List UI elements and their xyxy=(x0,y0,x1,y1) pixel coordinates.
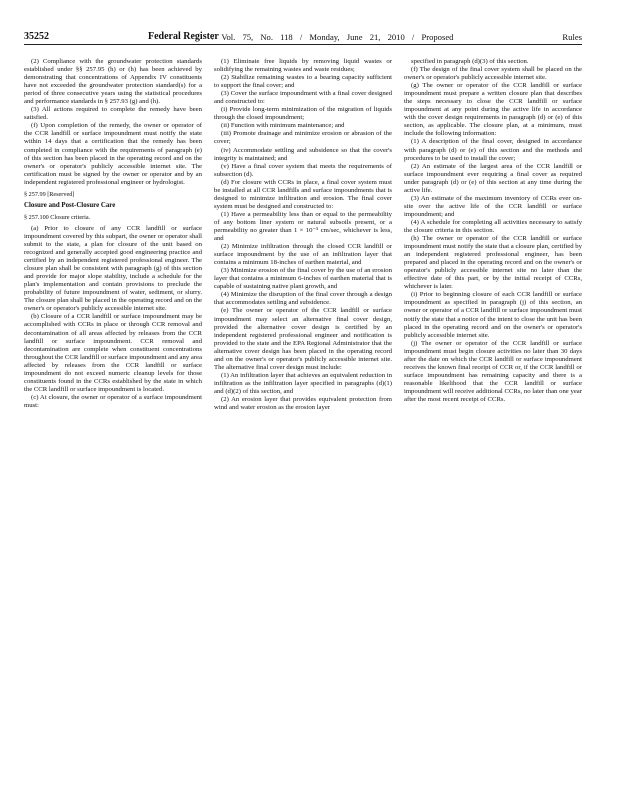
issue-info: / Vol. 75, No. 118 / Monday, June 21, 2010 / Proposed xyxy=(212,32,454,42)
paragraph: (1) Have a permeability less than or equal to the permeability of any bottom liner system or natural subsoils present, or a permeability no greater than 1 × 10⁻⁵ cm/sec, whichever is less, and xyxy=(214,210,392,243)
section-label: Rules xyxy=(562,32,582,42)
paragraph: (a) Prior to closure of any CCR landfill or surface impoundment covered by this subpart, the owner or operator shall submit to the state, a plan for closure of the unit based on recognized and generally accepted good engineering practice and certified by an independent registered professional engineer. The closure plan shall be consistent with paragraph (g) of this section and provide for major slope stability, include a schedule for the plan's implementation and contain provisions to preclude the probability of future impoundment of water, sediment, or slurry. The closure plan shall be placed in the operating record and on the owner's or operator's publicly accessible internet site. xyxy=(24,224,202,313)
paragraph: (2) An erosion layer that provides equivalent protection from wind and water erosion as the erosion layer xyxy=(214,395,392,412)
paragraph: (1) Eliminate free liquids by removing liquid wastes or solidifying the remaining wastes and waste residues; xyxy=(214,58,392,74)
paragraph: (4) Minimize the disruption of the final cover through a design that accommodates settling and subsidence. xyxy=(214,291,392,307)
paragraph: (i) Prior to beginning closure of each CCR landfill or surface impoundment as specified in paragraph (j) of this section, an owner or operator of a CCR landfill or surface impoundment must notify the state that a notice of the intent to close the unit has been placed in the operating record and on the owner's or operator's publicly accessible internet site. xyxy=(404,291,582,339)
publication-name: Federal Register xyxy=(148,31,219,42)
column-3 xyxy=(404,58,582,412)
paragraph: (d) For closure with CCRs in place, a final cover system must be installed at all CCR landfills and surface impoundments that is designed to minimize infiltration and erosion. The final cover system must be designed and constructed to: xyxy=(214,178,392,210)
paragraph: (v) Have a final cover system that meets the requirements of subsection (d). xyxy=(214,162,392,178)
paragraph: (2) An estimate of the largest area of the CCR landfill or surface impoundment ever requiring a final cover as required under paragraph (d) or (e) of this section at any time during the active life. xyxy=(404,162,582,194)
paragraph: (3) All actions required to complete the remedy have been satisfied. xyxy=(24,106,202,122)
column-2 xyxy=(214,58,392,412)
paragraph: (f) The design of the final cover system shall be placed on the owner's or operator's publicly accessible internet site. xyxy=(404,66,582,82)
paragraph: (1) An infiltration layer that achieves an equivalent reduction in infiltration as the infiltration layer specified in paragraphs (d)(1) and (d)(2) of this section, and xyxy=(214,371,392,395)
paragraph: (c) At closure, the owner or operator of a surface impoundment must: xyxy=(24,393,202,409)
paragraph: (2) Minimize infiltration through the closed CCR landfill or surface impoundment by the use of an infiltration layer that contains a minimum 18-inches of earthen material, and xyxy=(214,243,392,267)
paragraph: (iii) Promote drainage and minimize erosion or abrasion of the cover; xyxy=(214,130,392,146)
paragraph: (3) Minimize erosion of the final cover by the use of an erosion layer that contains a minimum 6-inches of earthen material that is capable of sustaining native plant growth, and xyxy=(214,267,392,291)
page-header xyxy=(24,30,582,45)
paragraph: (3) An estimate of the maximum inventory of CCRs ever on-site over the active life of the CCR landfill or surface impoundment; and xyxy=(404,194,582,218)
section-heading: § 257.100 Closure criteria. xyxy=(24,213,91,221)
page-number: 35252 xyxy=(24,31,49,42)
paragraph: specified in paragraph (d)(3) of this section. xyxy=(411,58,529,65)
paragraph: (3) Cover the surface impoundment with a final cover designed and constructed to: xyxy=(214,90,392,106)
paragraph: (j) The owner or operator of the CCR landfill or surface impoundment must begin closure activities no later than 30 days after the date on which the CCR landfill or surface impoundment receives the known final receipt of CCR or, if the CCR landfill or surface impoundment has remaining capacity and there is a reasonable likelihood that the CCR landfill or surface impoundment will receive additional CCRs, no later than one year after the most recent receipt of CCRs. xyxy=(404,339,582,403)
paragraph: (iv) Accommodate settling and subsidence so that the cover's integrity is maintained; and xyxy=(214,146,392,162)
paragraph: (1) A description of the final cover, designed in accordance with paragraph (d) or (e) of this section and the methods and procedures to be used to install the cover; xyxy=(404,138,582,162)
paragraph: (f) Upon completion of the remedy, the owner or operator of the CCR landfill or surface impoundment must notify the state within 14 days that a certification that the remedy has been completed in compliance with the requirements of paragraph (e) of this section has been placed in the operating record and on the owner's or operator's publicly accessible internet site. The certification must be signed by the owner or operator and by an independent registered professional engineer or hydrologist. xyxy=(24,122,202,186)
paragraph: (4) A schedule for completing all activities necessary to satisfy the closure criteria in this section. xyxy=(404,218,582,234)
column-1 xyxy=(24,58,202,412)
subheading: Closure and Post-Closure Care xyxy=(24,201,116,209)
paragraph: (2) Compliance with the groundwater protection standards established under §§ 257.95 (h) or (h) has been achieved by demonstrating that concentrations of Appendix IV constituents have not exceeded the groundwater protection standard(s) for a period of three consecutive years using the statistical procedures and performance standards in § 257.93 (g) and (h). xyxy=(24,58,202,106)
paragraph: (e) The owner or operator of the CCR landfill or surface impoundment may select an alternative final cover design, provided the alternative cover design is certified by an independent registered professional engineer and notification is provided to the state and the EPA Regional Administrator that the alternative cover design has been placed in the operating record and on the owner's or operator's publicly accessible internet site. The alternative final cover design must include: xyxy=(214,307,392,371)
text-columns xyxy=(24,58,582,412)
paragraph: (ii) Function with minimum maintenance; and xyxy=(221,122,345,130)
paragraph: (g) The owner or operator of the CCR landfill or surface impoundment must prepare a written closure plan that describes the steps necessary to close the CCR landfill or surface impoundment at any point during the active life in accordance with the cover design requirements in paragraph (d) or (e) of this section, as applicable. The closure plan, at a minimum, must include the following information: xyxy=(404,82,582,138)
paragraph: (h) The owner or operator of the CCR landfill or surface impoundment must notify the state that a closure plan, certified by an independent registered professional engineer, has been prepared and placed in the operating record and on the owner's or operator's publicly accessible internet site no later than the effective date of this part, or by the initial receipt of CCRs, whichever is later. xyxy=(404,235,582,291)
section-heading: § 257.99 [Reserved] xyxy=(24,190,75,198)
paragraph: (2) Stabilize remaining wastes to a bearing capacity sufficient to support the final cover; and xyxy=(214,74,392,90)
paragraph: (b) Closure of a CCR landfill or surface impoundment may be accomplished with CCRs in place or through CCR removal and decontamination of all areas affected by releases from the CCR landfill or surface impoundment. CCR removal and decontamination are complete when constituent concentrations throughout the CCR landfill or surface impoundment and any area affected by releases from the CCR landfill or surface impoundment do not exceed numeric cleanup levels for those constituents found in the CCRs established by the state in which the CCR landfill or surface impoundment is located. xyxy=(24,313,202,393)
paragraph: (i) Provide long-term minimization of the migration of liquids through the closed impoundment; xyxy=(214,106,392,122)
